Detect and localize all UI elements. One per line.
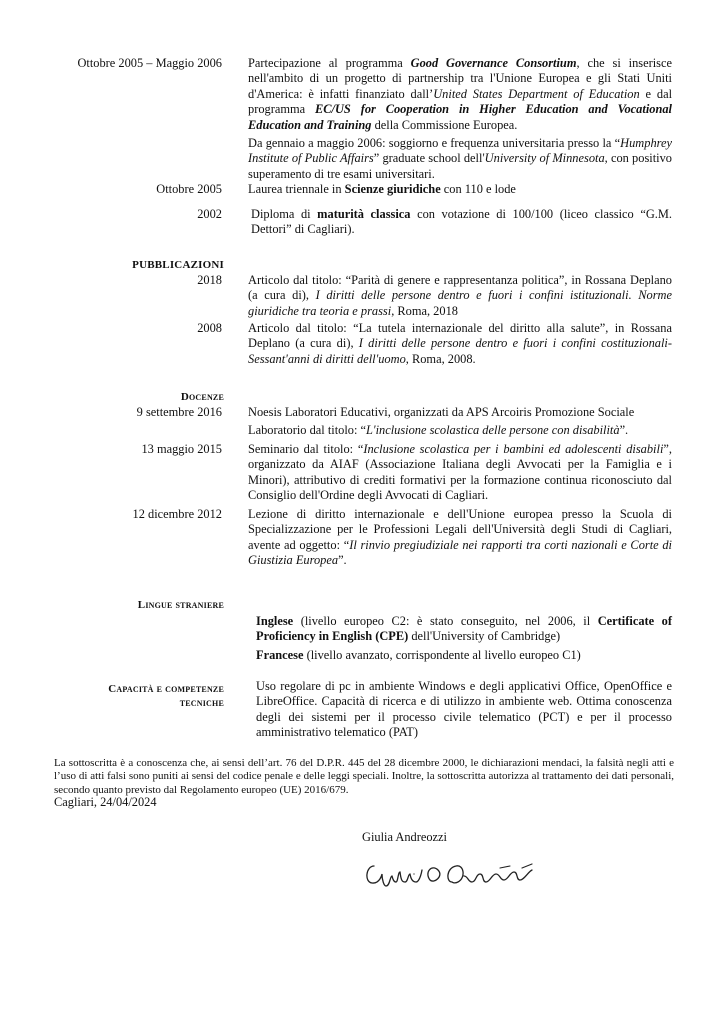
entry-paragraph [248, 56, 672, 133]
entry-text [248, 507, 672, 569]
section-title-line: tecniche [179, 697, 224, 709]
institution-name: United States Department of Education [433, 86, 640, 101]
text-run: (livello avanzato, corrispondente al livello europeo C1) [303, 648, 581, 662]
course-title: Inclusione scolastica per i bambini ed adolescenti disabili [363, 442, 664, 456]
text-run: , Roma, 2018 [391, 303, 458, 318]
place-date: Cagliari, 24/04/2024 [54, 795, 157, 809]
entry-date: Ottobre 2005 [156, 182, 222, 196]
language-name: Inglese [256, 614, 294, 628]
text-run: ” graduate school dell' [373, 151, 485, 166]
text-run: , che si inserisce nell'ambito di un progetto di partnership tra l'Unione Europea e gli Stati Uniti d'America: è infatti finanziato dall’ [248, 56, 673, 101]
entry-date: 9 settembre 2016 [136, 405, 222, 419]
text-run: dell'University of Cambridge) [408, 629, 561, 644]
text-run: e dal programma [248, 86, 673, 117]
entry-date: 12 dicembre 2012 [132, 507, 222, 521]
certificate-name: Certificate of Proficiency in English (CPE) [256, 614, 672, 644]
entry-text [251, 207, 672, 238]
signer-name: Giulia Andreozzi [362, 830, 447, 844]
text-run: ”. [619, 423, 629, 438]
entry-text [248, 182, 672, 197]
text-run: ”. [338, 553, 347, 568]
entry-date: 2018 [197, 273, 222, 287]
entry-date: 2008 [197, 321, 222, 335]
text-run: Articolo dal titolo: “Parità di genere e rappresentanza politica”, in Rossana Deplano (a cura di), [248, 273, 672, 303]
text-run: Da gennaio a maggio 2006: soggiorno e frequenza universitaria presso la “ [248, 136, 621, 151]
section-title-line: Capacità e competenze [108, 683, 224, 695]
entry-text [248, 56, 672, 182]
text-run: Diploma di [251, 207, 318, 221]
text-run: Articolo dal titolo: “La tutela internazionale del diritto alla salute”, in Rossana Deplano (a cura di), [248, 321, 672, 351]
language-entry-english [256, 614, 672, 645]
handwritten-signature [360, 852, 550, 892]
text-run: con votazione di 100/100 (liceo classico “G.M. Dettori” di Cagliari). [251, 207, 672, 237]
privacy-declaration: La sottoscritta è a conoscenza che, ai sensi dell’art. 76 del D.P.R. 445 del 28 dicembre 2000, le dichiarazioni mendaci, la falsità negli atti e l’uso di atti falsi sono puniti ai sensi del codice penale e delle leggi speciali. Inoltre, la sottoscritta autorizza al trattamento dei dati personali, secondo quanto previsto dal Regolamento europeo (UE) 2016/679. [54, 757, 674, 796]
language-name: Francese [256, 648, 304, 662]
entry-text [248, 273, 672, 319]
entry-text [248, 442, 672, 504]
degree-name: Scienze giuridiche [344, 182, 441, 196]
text-run: , Roma, 2008. [405, 351, 476, 366]
section-title-teaching: Docenze [180, 391, 224, 403]
institution-name: Humphrey Institute of Public Affairs [248, 136, 672, 166]
section-title-publications: PUBBLICAZIONI [132, 259, 224, 271]
text-run: Laurea triennale in [248, 182, 345, 196]
course-title: L'inclusione scolastica delle persone con disabilità [366, 423, 620, 438]
section-title-skills [108, 682, 224, 710]
text-run: Laboratorio dal titolo: “ [248, 423, 367, 438]
entry-text [248, 405, 672, 439]
text-run: con 110 e lode [440, 182, 516, 196]
entry-date: 2002 [197, 207, 222, 221]
text-run: , con positivo superamento di tre esami universitari. [248, 151, 672, 181]
course-title: Il rinvio pregiudiziale nei rapporti tra corti nazionali e Corte di Giustizia Europea [248, 537, 672, 568]
entry-paragraph: Noesis Laboratori Educativi, organizzati da APS Arcoiris Promozione Sociale [248, 405, 635, 419]
text-run: (livello europeo C2: è stato conseguito, nel 2006, il [293, 614, 598, 628]
text-run: Seminario dal titolo: “ [248, 442, 364, 456]
text-run: della Commissione Europea. [371, 117, 518, 132]
section-title-languages: Lingue straniere [137, 599, 224, 611]
language-entry-french [256, 648, 672, 663]
text-run: Partecipazione al programma [248, 56, 411, 70]
skills-text: Uso regolare di pc in ambiente Windows e degli applicativi Office, OpenOffice e LibreOffice. Capacità di ricerca e di utilizzo in ambiente web. Ottima conoscenza degli dei sistemi per il processo civile telematico (PCT) e per il processo amministrativo telematico (PAT) [256, 679, 672, 740]
degree-name: maturità classica [317, 207, 411, 221]
book-title: I diritti delle persone dentro e fuori i confini istituzionali. Norme giuridiche tra teoria e prassi [248, 288, 672, 318]
program-name: EC/US for Cooperation in Higher Education and Vocational Education and Training [248, 102, 672, 132]
text-run: ”, organizzato da AIAF (Associazione Italiana degli Avvocati per la Famiglia e i Minori), attributivo di crediti formativi per la formazione continua riconosciuto dal Consiglio dell'Ordine degli Avvocati di Cagliari. [248, 442, 672, 503]
entry-paragraph [248, 423, 672, 438]
text-run: Lezione di diritto internazionale e dell'Unione europea presso la Scuola di Specializzazione per le Professioni Legali dell'Università degli Studi di Cagliari, avente ad oggetto: “ [248, 507, 672, 552]
program-name: Good Governance Consortium [410, 56, 577, 70]
book-title: I diritti delle persone dentro e fuori i confini costituzionali- Sessant'anni di diritti dell'uomo [248, 336, 672, 366]
entry-date: Ottobre 2005 – Maggio 2006 [77, 56, 222, 70]
institution-name: University of Minnesota [484, 151, 605, 166]
entry-text [248, 321, 672, 367]
entry-paragraph [248, 136, 672, 182]
entry-date: 13 maggio 2015 [141, 442, 222, 456]
